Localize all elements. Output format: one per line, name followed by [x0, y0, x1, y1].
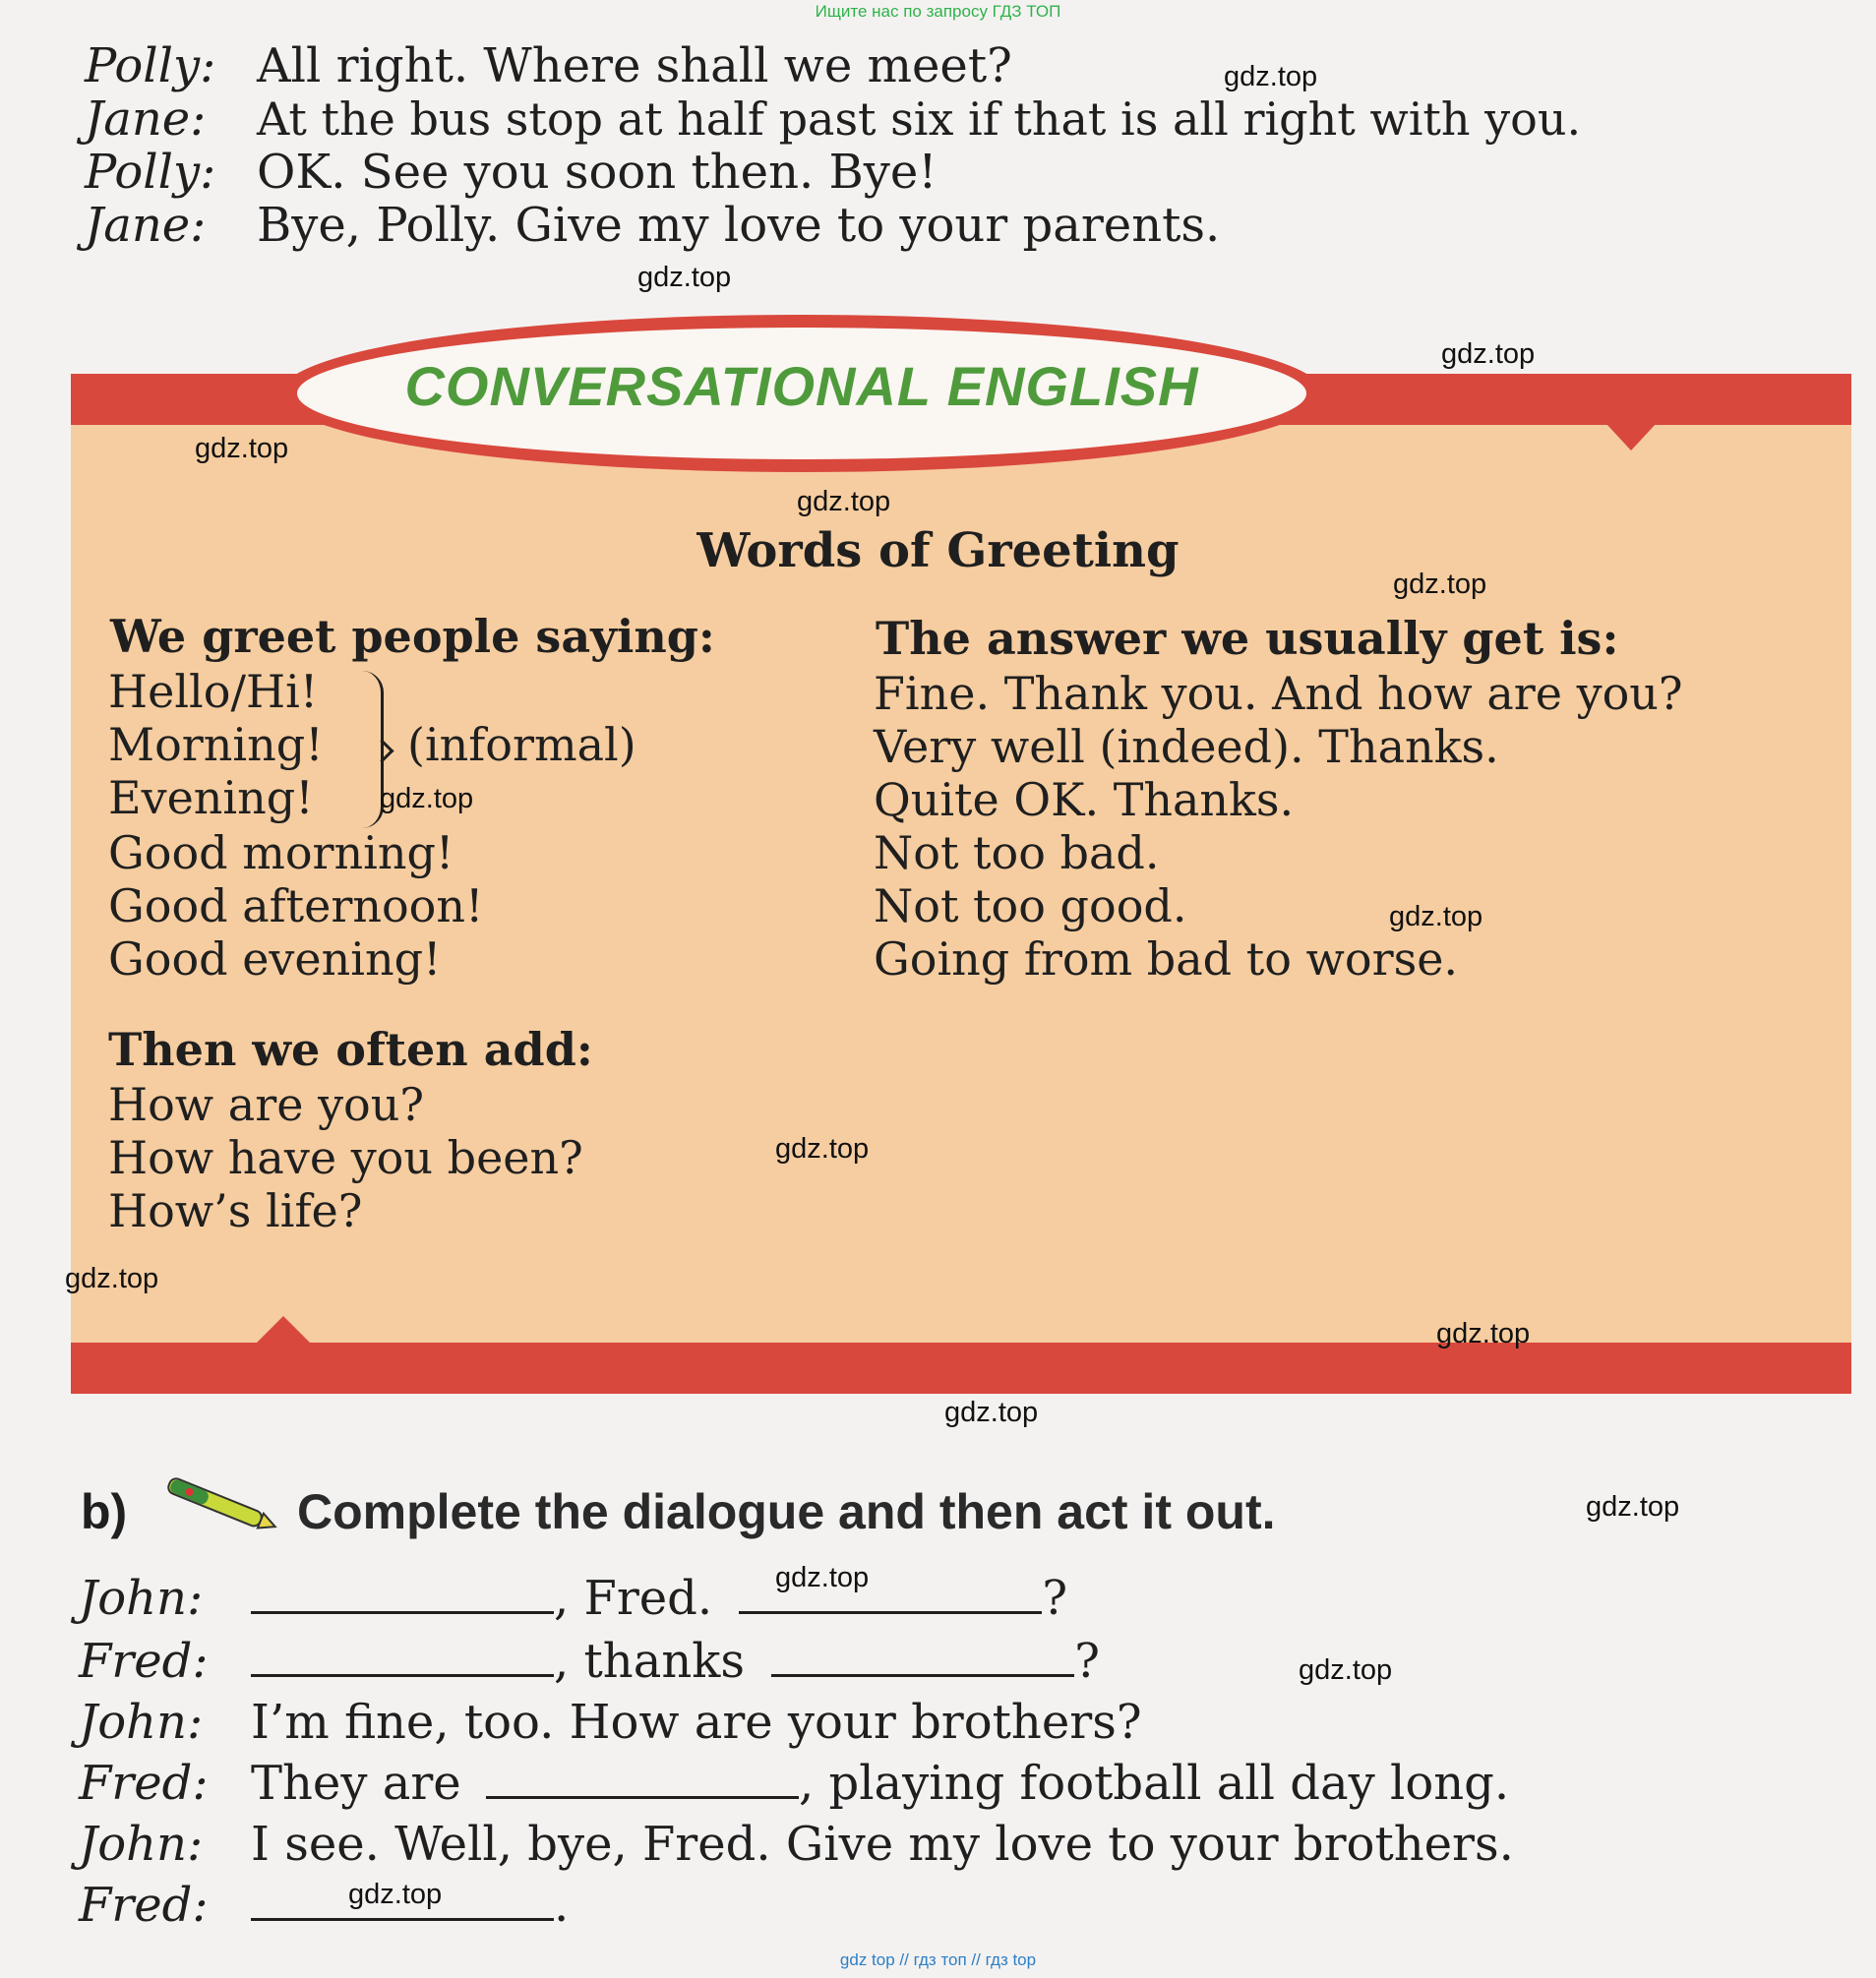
watermark: gdz.top — [1436, 1318, 1531, 1349]
watermark: gdz.top — [1389, 901, 1483, 932]
watermark: gdz.top — [797, 486, 891, 517]
watermark: gdz.top — [65, 1263, 159, 1294]
dialogue-text: , Fred. — [554, 1571, 713, 1626]
answer-item: Not too good. — [874, 879, 1187, 932]
banner-bottom-notch — [256, 1316, 311, 1344]
greeting-item: Morning! — [108, 718, 324, 771]
task-dialogue-line — [79, 1879, 569, 1932]
banner-bottom-stripe — [71, 1343, 1851, 1394]
watermark: gdz.top — [195, 433, 289, 464]
dialogue-text: OK. See you soon then. Bye! — [257, 145, 938, 200]
answer-item: Not too bad. — [874, 826, 1160, 879]
speaker-name: Fred: — [79, 1634, 209, 1689]
greeting-item: Good afternoon! — [108, 879, 484, 932]
dialogue-text: I’m fine, too. How are your brothers? — [251, 1695, 1142, 1750]
answer-blank[interactable] — [251, 1572, 554, 1614]
dialogue-line — [85, 199, 1220, 252]
task-dialogue-line — [79, 1757, 1509, 1810]
speaker-name: John: — [79, 1571, 204, 1626]
speaker-name: Polly: — [85, 38, 216, 93]
task-dialogue-line — [79, 1818, 1514, 1871]
speaker-name: Fred: — [79, 1878, 209, 1933]
watermark: gdz.top — [775, 1133, 870, 1165]
task-letter: b) — [81, 1484, 128, 1539]
add-heading: Then we often add: — [108, 1023, 593, 1076]
speaker-name: Jane: — [85, 198, 207, 253]
task-instruction: Complete the dialogue and then act it out. — [297, 1484, 1276, 1539]
footer-link[interactable]: gdz top // гдз топ // гдз top — [839, 1950, 1037, 1969]
dialogue-line — [85, 92, 1581, 146]
section-title: Words of Greeting — [696, 523, 1180, 578]
watermark: gdz.top — [380, 783, 474, 814]
answer-item: Fine. Thank you. And how are you? — [874, 667, 1683, 720]
dialogue-text: All right. Where shall we meet? — [257, 38, 1012, 93]
right-column-heading: The answer we usually get is: — [876, 612, 1619, 665]
answer-blank[interactable] — [486, 1757, 799, 1799]
speaker-name: John: — [79, 1695, 204, 1750]
watermark: gdz.top — [1299, 1654, 1393, 1686]
answer-item: Quite OK. Thanks. — [874, 773, 1295, 826]
watermark: gdz.top — [348, 1879, 443, 1910]
header-link[interactable]: Ищите нас по запросу ГДЗ ТОП — [815, 2, 1061, 21]
greeting-item: Good evening! — [108, 932, 442, 986]
answer-blank[interactable] — [251, 1635, 554, 1677]
greeting-item: Evening! — [108, 771, 314, 824]
watermark: gdz.top — [775, 1562, 870, 1593]
speaker-name: Jane: — [85, 91, 207, 147]
greeting-item: Good morning! — [108, 826, 454, 879]
dialogue-text: Bye, Polly. Give my love to your parents. — [257, 198, 1221, 253]
answer-item: Going from bad to worse. — [874, 932, 1459, 986]
speaker-name: Polly: — [85, 145, 216, 200]
dialogue-text: ? — [1042, 1571, 1068, 1626]
dialogue-line — [85, 146, 938, 199]
watermark: gdz.top — [1224, 61, 1318, 92]
dialogue-text: , playing football all day long. — [798, 1756, 1510, 1811]
watermark: gdz.top — [944, 1397, 1039, 1428]
dialogue-text: At the bus stop at half past six if that is all right with you. — [257, 92, 1582, 146]
watermark: gdz.top — [637, 262, 732, 293]
answer-item: Very well (indeed). Thanks. — [874, 720, 1499, 773]
banner-notch — [1605, 423, 1657, 450]
informal-label: (informal) — [407, 718, 636, 771]
follow-up-item: How have you been? — [108, 1131, 583, 1184]
watermark: gdz.top — [1441, 338, 1536, 370]
dialogue-text: , thanks — [554, 1634, 745, 1689]
dialogue-text: ? — [1074, 1634, 1100, 1689]
banner-title: CONVERSATIONAL ENGLISH — [404, 355, 1199, 417]
speaker-name: John: — [79, 1817, 204, 1872]
speaker-name: Fred: — [79, 1756, 209, 1811]
follow-up-item: How are you? — [108, 1078, 425, 1131]
watermark: gdz.top — [1393, 569, 1487, 600]
answer-blank[interactable] — [771, 1635, 1074, 1677]
dialogue-text: I see. Well, bye, Fred. Give my love to your brothers. — [251, 1817, 1514, 1872]
task-dialogue-line — [79, 1572, 1067, 1625]
watermark: gdz.top — [1586, 1491, 1680, 1523]
task-dialogue-line — [79, 1696, 1142, 1749]
pen-icon — [157, 1475, 285, 1534]
left-column-heading: We greet people saying: — [110, 610, 715, 663]
dialogue-text: . — [554, 1878, 570, 1933]
follow-up-item: How’s life? — [108, 1184, 363, 1237]
greeting-item: Hello/Hi! — [108, 665, 319, 718]
task-dialogue-line — [79, 1635, 1100, 1688]
dialogue-text: They are — [251, 1756, 461, 1811]
dialogue-line — [85, 39, 1012, 92]
